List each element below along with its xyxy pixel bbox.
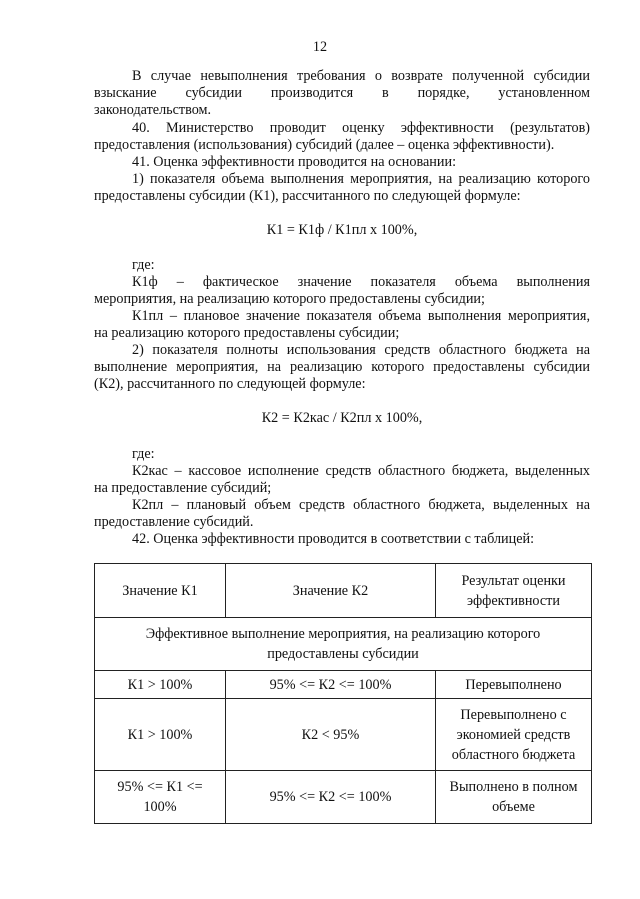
where-label-1 — [94, 257, 590, 274]
text-line: взыскание субсидии производится в порядке, установленном — [94, 85, 590, 102]
text-line: 41. Оценка эффективности проводится на основании: — [132, 154, 457, 170]
paragraph-k2-intro — [94, 342, 590, 393]
definition-k2pl — [94, 497, 590, 531]
table-cell: К2 < 95% — [226, 699, 436, 771]
text-line: 1) показателя объема выполнения мероприятия, на реализацию которого — [132, 171, 590, 187]
paragraph-subsidy-refund — [94, 68, 590, 119]
table-row — [95, 771, 592, 824]
definition-k1pl — [94, 308, 590, 342]
text-line: где: — [132, 446, 155, 462]
table-row — [95, 671, 592, 699]
where-label-2 — [94, 446, 590, 463]
header-k2: Значение К2 — [226, 564, 436, 618]
table-cell: 95% <= К1 <= 100% — [95, 771, 226, 824]
section-title: Эффективное выполнение мероприятия, на реализацию которого предоставлены субсидии — [95, 618, 592, 671]
table-row — [95, 699, 592, 771]
table-cell: К1 > 100% — [95, 699, 226, 771]
paragraph-k1-intro — [94, 171, 590, 205]
text-line: на предоставление субсидий; — [94, 480, 272, 497]
text-line: В случае невыполнения требования о возврате полученной субсидии — [132, 68, 590, 84]
table-cell: 95% <= К2 <= 100% — [226, 771, 436, 824]
text-line: 40. Министерство проводит оценку эффективности (результатов) — [132, 120, 590, 136]
text-line: К1ф – фактическое значение показателя объема выполнения — [132, 274, 590, 290]
text-line: К2кас – кассовое исполнение средств областного бюджета, выделенных — [132, 463, 590, 479]
text-line: предоставление субсидий. — [94, 514, 254, 531]
header-result: Результат оценки эффективности — [436, 564, 592, 618]
definition-k2kas — [94, 463, 590, 497]
text-line: (К2), рассчитанного по следующей формуле: — [94, 376, 366, 393]
table-section-row — [95, 618, 592, 671]
definition-k1f — [94, 274, 590, 308]
formula-k1: К1 = К1ф / К1пл х 100%, — [266, 222, 418, 238]
table-header-row — [95, 564, 592, 618]
paragraph-41 — [94, 154, 590, 171]
paragraph-40 — [94, 120, 590, 154]
text-line: где: — [132, 257, 155, 273]
table-cell: Перевыполнено — [436, 671, 592, 699]
header-k1: Значение К1 — [95, 564, 226, 618]
text-line: 2) показателя полноты использования средств областного бюджета на — [132, 342, 590, 358]
text-line: предоставлены субсидии (К1), рассчитанного по следующей формуле: — [94, 188, 521, 205]
table-cell: 95% <= К2 <= 100% — [226, 671, 436, 699]
text-line: на реализацию которого предоставлены субсидии; — [94, 325, 400, 342]
text-line: законодательством. — [94, 102, 212, 119]
formula-k2: К2 = К2кас / К2пл х 100%, — [261, 410, 423, 426]
table-cell: Выполнено в полном объеме — [436, 771, 592, 824]
paragraph-42 — [94, 531, 590, 548]
table-cell: Перевыполнено с экономией средств областного бюджета — [436, 699, 592, 771]
efficiency-table — [94, 563, 592, 824]
table-cell: К1 > 100% — [95, 671, 226, 699]
text-line: предоставления (использования) субсидий (далее – оценка эффективности). — [94, 137, 555, 154]
page-number: 12 — [312, 39, 328, 55]
text-line: К1пл – плановое значение показателя объема выполнения мероприятия, — [132, 308, 590, 324]
text-line: К2пл – плановый объем средств областного бюджета, выделенных на — [132, 497, 590, 513]
text-line: мероприятия, на реализацию которого предоставлены субсидии; — [94, 291, 485, 308]
text-line: 42. Оценка эффективности проводится в соответствии с таблицей: — [132, 531, 535, 547]
text-line: выполнение мероприятия, на реализацию которого предоставлены субсидии — [94, 359, 590, 376]
